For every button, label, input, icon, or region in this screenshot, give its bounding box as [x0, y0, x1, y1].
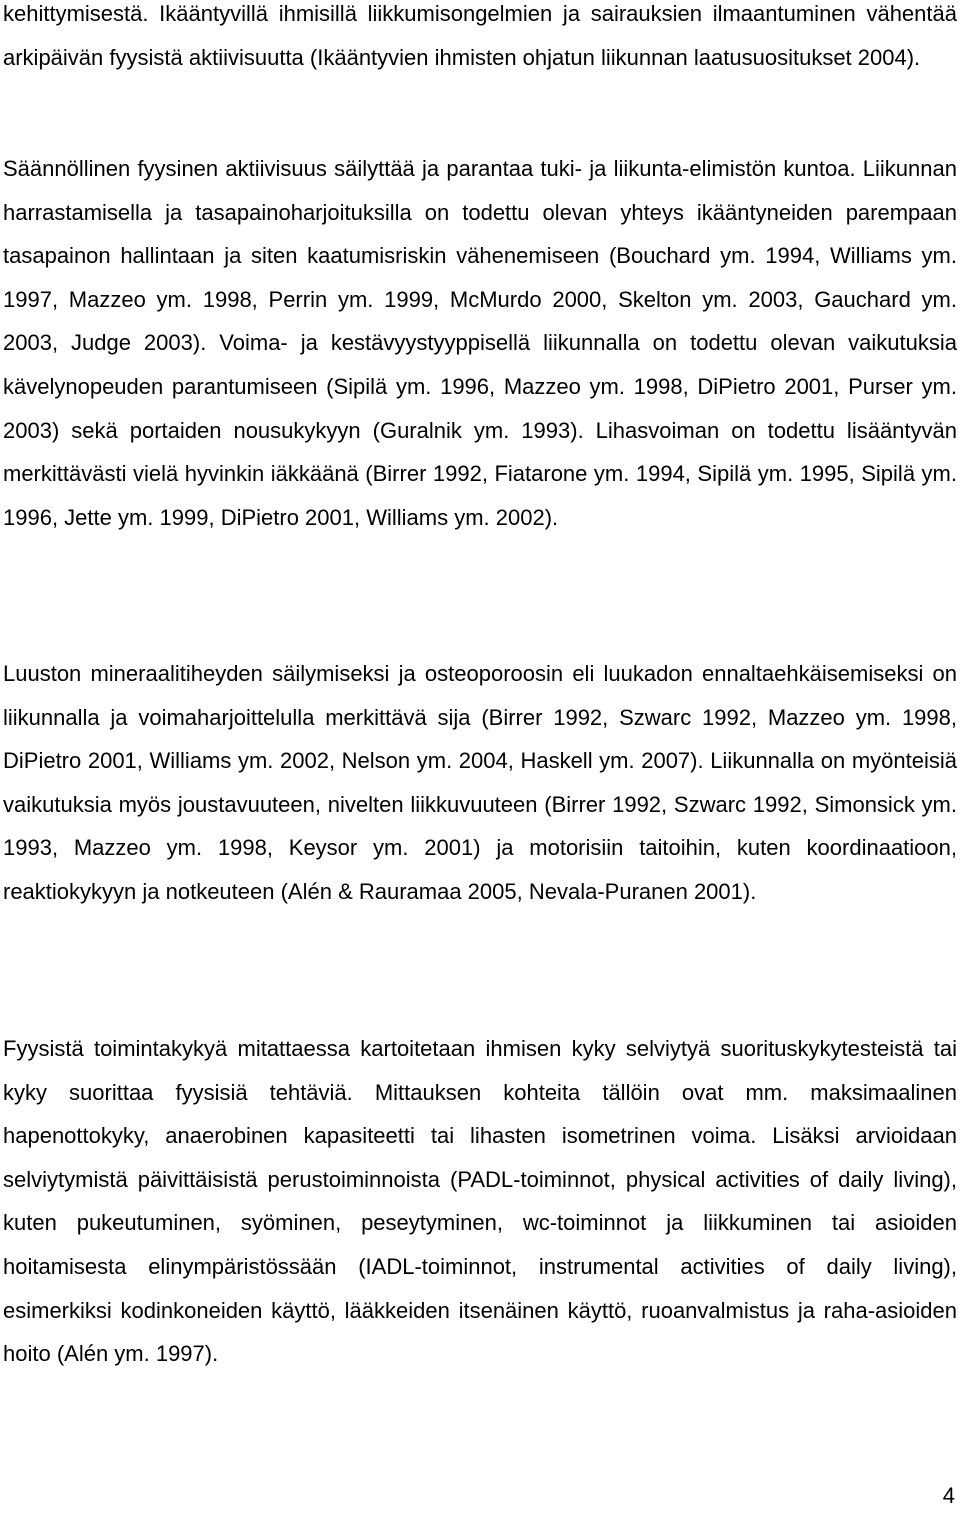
paragraph: Fyysistä toimintakykyä mitattaessa kartoitetaan ihmisen kyky selviytyä suorituskykytesteistä tai kyky suorittaa fyysisiä tehtäviä. Mittauksen kohteita tällöin ovat mm. maksimaalinen hapenottokyky, anaerobinen kapasiteetti tai lihasten isometrinen voima. Lisäksi arvioidaan selviytymistä päivittäisistä perustoiminnoista (PADL-toiminnot, physical activities of daily living), kuten pukeutuminen, syöminen, peseytyminen, wc-toiminnot ja liikkuminen tai asioiden hoitamisesta elinympäristössään (IADL-toiminnot, instrumental activities of daily living), esimerkiksi kodinkoneiden käyttö, lääkkeiden itsenäinen käyttö, ruoanvalmistus ja raha-asioiden hoito (Alén ym. 1997).	[3, 1036, 957, 1367]
paragraph: Säännöllinen fyysinen aktiivisuus säilyttää ja parantaa tuki- ja liikunta-elimistön kuntoa. Liikunnan harrastamisella ja tasapainoharjoituksilla on todettu olevan yhteys ikääntyneiden parempaan tasapainon hallintaan ja siten kaatumisriskin vähenemiseen (Bouchard ym. 1994, Williams ym. 1997, Mazzeo ym. 1998, Perrin ym. 1999, McMurdo 2000, Skelton ym. 2003, Gauchard ym. 2003, Judge 2003). Voima- ja kestävyystyyppisellä liikunnalla on todettu olevan vaikutuksia kävelynopeuden parantumiseen (Sipilä ym. 1996, Mazzeo ym. 1998, DiPietro 2001, Purser ym. 2003) sekä portaiden nousukykyyn (Guralnik ym. 1993). Lihasvoiman on todettu lisääntyvän merkittävästi vielä hyvinkin iäkkäänä (Birrer 1992, Fiatarone ym. 1994, Sipilä ym. 1995, Sipilä ym. 1996, Jette ym. 1999, DiPietro 2001, Williams ym. 2002).	[3, 156, 957, 530]
paragraph: Luuston mineraalitiheyden säilymiseksi ja osteoporoosin eli luukadon ennaltaehkäisemiseksi on liikunnalla ja voimaharjoittelulla merkittävä sija (Birrer 1992, Szwarc 1992, Mazzeo ym. 1998, DiPietro 2001, Williams ym. 2002, Nelson ym. 2004, Haskell ym. 2007). Liikunnalla on myönteisiä vaikutuksia myös joustavuuteen, nivelten liikkuvuuteen (Birrer 1992, Szwarc 1992, Simonsick ym. 1993, Mazzeo ym. 1998, Keysor ym. 2001) ja motorisiin taitoihin, kuten koordinaatioon, reaktiokykyyn ja notkeuteen (Alén & Rauramaa 2005, Nevala-Puranen 2001).	[3, 661, 957, 904]
paragraph: kehittymisestä. Ikääntyvillä ihmisillä liikkumisongelmien ja sairauksien ilmaantuminen vähentää arkipäivän fyysistä aktiivisuutta (Ikääntyvien ihmisten ohjatun liikunnan laatusuositukset 2004).	[3, 1, 957, 70]
page-number: 4	[942, 1483, 955, 1508]
